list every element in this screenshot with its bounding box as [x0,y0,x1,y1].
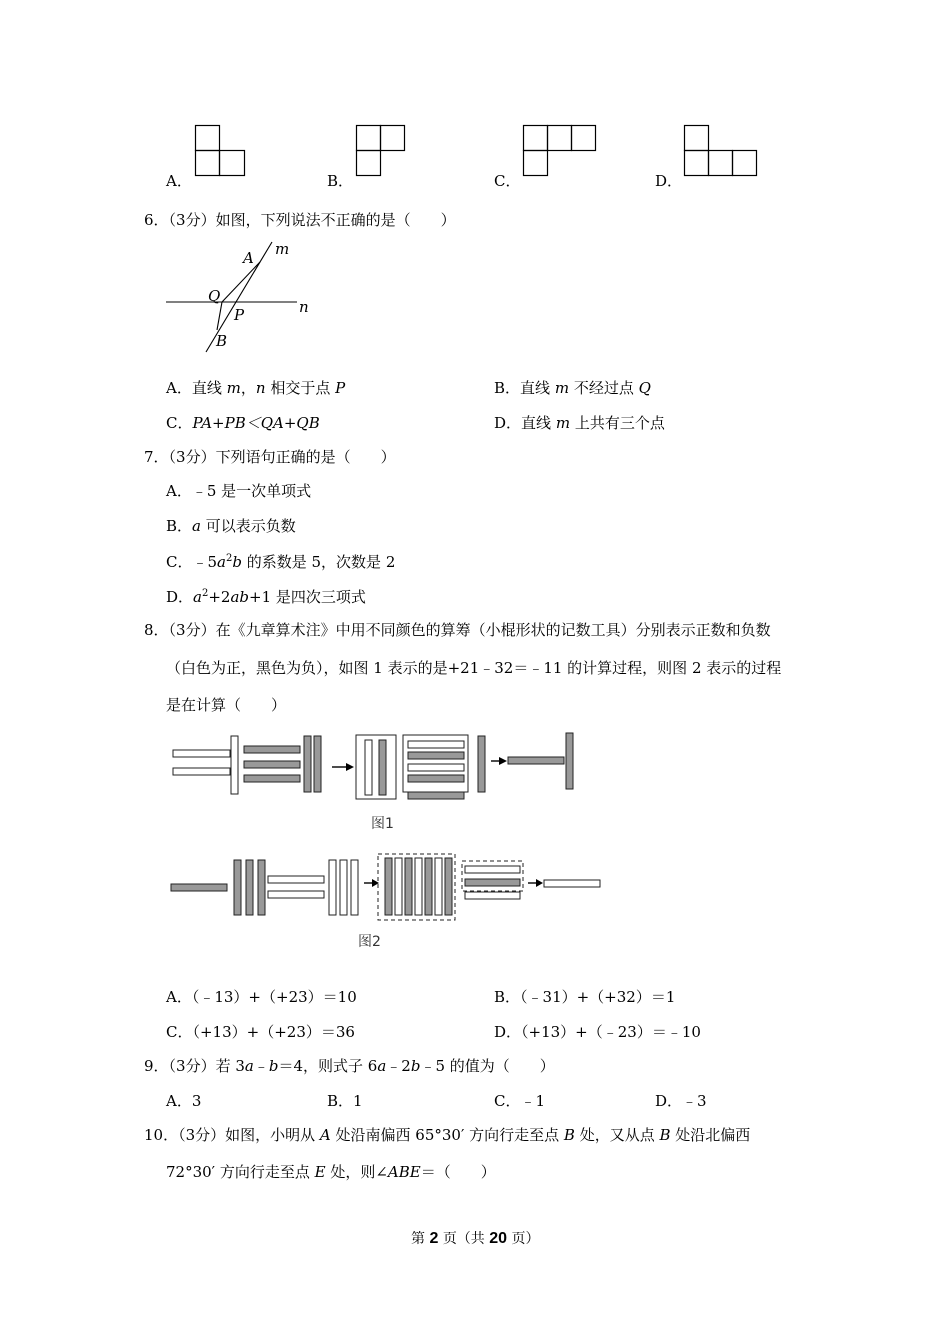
q9-option-c: C．﹣1 [494,1092,546,1110]
q6-option-a: A．直线 m，n 相交于点 P [166,379,346,397]
label-b: B [216,332,228,350]
label-a: A [243,249,254,267]
q8-stem-line3: 是在计算（ ） [166,696,287,714]
q8-option-a: A．（﹣13）+（+23）＝10 [166,988,357,1006]
label-p: P [234,306,245,324]
q8-figure-1-label: 图1 [371,816,394,832]
q8-figure-2-label: 图2 [358,934,381,950]
q7-option-d: D．$a^2+2ab+1$ 是四次三项式 [166,588,366,606]
q7-option-a: A．﹣5 是一次单项式 [166,482,312,500]
page-footer: 第 2 页（共 20 页） [411,1230,540,1247]
total-pages: 20 [489,1230,508,1247]
q8-figure-1 [168,730,588,805]
q7-stem: 7．（3分）下列语句正确的是（ ） [144,448,396,466]
q9-option-b: B．1 [327,1092,363,1110]
q5-option-d-figure [684,125,760,177]
q6-number: 6． [144,211,169,229]
q9-option-d: D．﹣3 [655,1092,707,1110]
q5-option-a-key: A． [166,172,192,190]
q5-option-a-figure [195,125,247,177]
label-m: m [275,240,290,258]
segment-aq [222,262,260,302]
current-page: 2 [429,1230,439,1247]
q6-score: （3分） [168,211,216,229]
q6-text: 如图，下列说法不正确的是（ ） [215,211,456,229]
q6-option-d: D．直线 m 上共有三个点 [494,414,665,432]
q5-option-c-key: C． [494,172,521,190]
q6-stem [144,213,456,228]
q10-stem-line1: 10．（3分）如图，小明从 A 处沿南偏西 65°30′ 方向行走至点 B 处，又从点 B 处沿北偏西 [144,1126,751,1144]
q7-option-b: B．a 可以表示负数 [166,517,296,535]
q8-option-d: D．（+13）+（﹣23）＝﹣10 [494,1023,701,1041]
q8-figure-2 [168,850,608,926]
q5-option-d-key: D． [655,172,683,190]
q6-option-b: B．直线 m 不经过点 Q [494,379,651,397]
q6-figure [160,238,320,358]
q5-option-b-key: B． [327,172,354,190]
label-n: n [299,298,309,316]
q8-stem-line2: （白色为正，黑色为负），如图 1 表示的是+21﹣32＝﹣11 的计算过程，则图 2 表示的过程 [166,659,782,677]
q9-option-a: A．3 [166,1092,202,1110]
q7-option-c: C．$﹣5a^2b$ 的系数是 5，次数是 2 [166,553,396,571]
q5-option-c-figure [523,125,599,177]
label-q: Q [208,287,221,305]
q6-option-c: C．PA+PB＜QA+QB [166,414,320,432]
q10-stem-line2: 72°30′ 方向行走至点 E 处，则∠ABE＝（ ） [166,1163,496,1181]
q8-option-b: B．（﹣31）+（+32）＝1 [494,988,676,1006]
q5-option-b-figure [356,125,408,177]
q8-option-c: C．（+13）+（+23）＝36 [166,1023,355,1041]
q9-stem: 9．（3分）若 3a﹣b＝4，则式子 6a﹣2b﹣5 的值为（ ） [144,1057,555,1075]
q8-stem-line1: 8．（3分）在《九章算术注》中用不同颜色的算筹（小棍形状的记数工具）分别表示正数和负数 [144,621,771,639]
